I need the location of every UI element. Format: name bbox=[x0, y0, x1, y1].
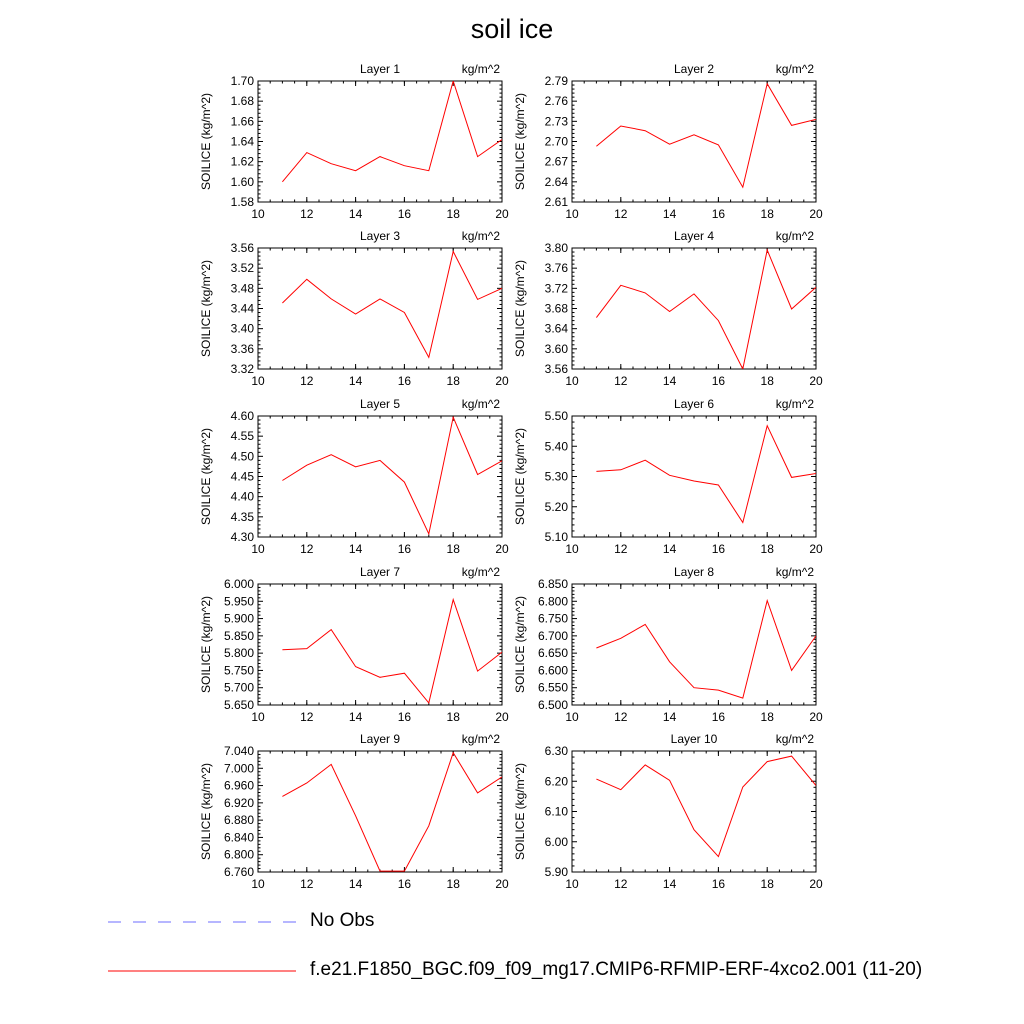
plot-frame bbox=[572, 416, 816, 537]
x-tick-label: 12 bbox=[614, 374, 628, 388]
y-tick-label: 5.650 bbox=[223, 698, 254, 712]
x-tick-label: 18 bbox=[760, 542, 774, 556]
x-tick-label: 12 bbox=[300, 374, 314, 388]
legend-label-model: f.e21.F1850_BGC.f09_f09_mg17.CMIP6-RFMIP-ERF-4xco2.001 (11-20) bbox=[310, 959, 923, 980]
y-tick-label: 6.920 bbox=[223, 795, 254, 810]
y-tick-label: 5.30 bbox=[544, 469, 568, 484]
panel-layer-1 bbox=[199, 62, 509, 221]
x-tick-label: 12 bbox=[300, 207, 314, 221]
x-tick-label: 12 bbox=[300, 877, 314, 891]
y-tick-label: 5.850 bbox=[223, 628, 254, 643]
plot-frame bbox=[258, 416, 502, 537]
y-tick-label: 1.68 bbox=[230, 94, 254, 109]
y-tick-label: 6.30 bbox=[544, 744, 568, 758]
plot-frame bbox=[258, 584, 502, 705]
y-tick-label: 3.60 bbox=[544, 341, 568, 356]
legend-swatch-solid bbox=[108, 961, 308, 981]
y-tick-label: 4.40 bbox=[230, 489, 254, 504]
y-tick-label: 5.10 bbox=[544, 530, 568, 544]
panel-units: kg/m^2 bbox=[461, 565, 500, 579]
x-tick-label: 20 bbox=[495, 207, 509, 221]
y-tick-label: 5.700 bbox=[223, 680, 254, 695]
panel-units: kg/m^2 bbox=[461, 62, 500, 76]
series-line bbox=[596, 426, 816, 523]
panel-units: kg/m^2 bbox=[461, 732, 500, 746]
x-tick-label: 10 bbox=[565, 710, 579, 724]
x-tick-label: 12 bbox=[614, 877, 628, 891]
x-tick-label: 16 bbox=[397, 542, 412, 556]
legend-label-obs: No Obs bbox=[310, 910, 375, 931]
y-axis-label: SOILICE (kg/m^2) bbox=[513, 763, 527, 860]
x-tick-label: 12 bbox=[300, 710, 314, 724]
y-tick-label: 5.50 bbox=[544, 409, 568, 423]
y-tick-label: 5.20 bbox=[544, 499, 568, 514]
y-tick-label: 6.000 bbox=[223, 577, 254, 591]
y-tick-label: 6.960 bbox=[223, 778, 254, 793]
y-tick-label: 3.32 bbox=[230, 362, 254, 376]
plot-frame bbox=[258, 248, 502, 369]
x-tick-label: 18 bbox=[446, 207, 460, 221]
y-tick-label: 3.44 bbox=[230, 301, 254, 316]
x-tick-label: 18 bbox=[446, 877, 460, 891]
panel-layer-7 bbox=[199, 565, 509, 724]
y-tick-label: 3.56 bbox=[230, 241, 254, 255]
y-tick-label: 1.66 bbox=[230, 114, 254, 129]
y-tick-label: 6.10 bbox=[544, 804, 568, 819]
plot-frame bbox=[572, 81, 816, 202]
x-tick-label: 12 bbox=[614, 542, 628, 556]
y-tick-label: 2.64 bbox=[544, 174, 568, 189]
y-tick-label: 5.800 bbox=[223, 646, 254, 661]
panel-layer-3 bbox=[199, 229, 509, 388]
legend-item-obs bbox=[108, 912, 308, 932]
y-tick-label: 6.800 bbox=[537, 594, 568, 609]
y-tick-label: 5.90 bbox=[544, 865, 568, 879]
y-tick-label: 2.67 bbox=[544, 154, 568, 169]
x-tick-label: 16 bbox=[711, 542, 726, 556]
x-tick-label: 16 bbox=[711, 374, 726, 388]
y-tick-label: 3.64 bbox=[544, 321, 568, 336]
panel-layer-10 bbox=[513, 732, 823, 891]
panel-layer-6 bbox=[513, 397, 823, 556]
y-tick-label: 6.850 bbox=[537, 577, 568, 591]
x-tick-label: 18 bbox=[446, 374, 460, 388]
x-tick-label: 18 bbox=[760, 207, 774, 221]
y-tick-label: 3.52 bbox=[230, 261, 254, 276]
x-tick-label: 14 bbox=[662, 877, 677, 891]
x-tick-label: 20 bbox=[495, 374, 509, 388]
figure-title: soil ice bbox=[470, 14, 554, 44]
panel-layer-5 bbox=[199, 397, 509, 556]
y-tick-label: 2.76 bbox=[544, 94, 568, 109]
y-tick-label: 4.50 bbox=[230, 449, 254, 464]
y-tick-label: 6.650 bbox=[537, 646, 568, 661]
y-tick-label: 3.80 bbox=[544, 241, 568, 255]
x-tick-label: 16 bbox=[397, 710, 412, 724]
series-line bbox=[282, 81, 502, 182]
x-tick-label: 14 bbox=[348, 207, 363, 221]
series-line bbox=[282, 252, 502, 358]
series-line bbox=[596, 84, 816, 188]
series-line bbox=[282, 753, 502, 871]
y-axis-label: SOILICE (kg/m^2) bbox=[199, 428, 213, 525]
panel-title: Layer 9 bbox=[359, 732, 401, 746]
x-tick-label: 20 bbox=[495, 710, 509, 724]
legend-item-model bbox=[108, 961, 308, 981]
y-tick-label: 5.40 bbox=[544, 439, 568, 454]
panel-title: Layer 10 bbox=[670, 732, 718, 746]
series-line bbox=[282, 600, 502, 703]
x-tick-label: 20 bbox=[809, 542, 823, 556]
x-tick-label: 14 bbox=[348, 877, 363, 891]
y-tick-label: 7.040 bbox=[223, 744, 254, 758]
y-tick-label: 6.00 bbox=[544, 834, 568, 849]
y-tick-label: 7.000 bbox=[223, 761, 254, 776]
panel-units: kg/m^2 bbox=[775, 397, 814, 411]
y-axis-label: SOILICE (kg/m^2) bbox=[199, 596, 213, 693]
x-tick-label: 16 bbox=[397, 207, 412, 221]
y-tick-label: 6.550 bbox=[537, 680, 568, 695]
y-tick-label: 1.62 bbox=[230, 154, 254, 169]
y-tick-label: 4.60 bbox=[230, 409, 254, 423]
y-tick-label: 3.72 bbox=[544, 281, 568, 296]
x-tick-label: 20 bbox=[809, 207, 823, 221]
x-tick-label: 16 bbox=[711, 877, 726, 891]
y-tick-label: 1.58 bbox=[230, 195, 254, 209]
series-line bbox=[596, 756, 816, 857]
panel-layer-8 bbox=[513, 565, 823, 724]
x-tick-label: 10 bbox=[251, 877, 265, 891]
panel-title: Layer 2 bbox=[673, 62, 715, 76]
y-tick-label: 3.48 bbox=[230, 281, 254, 296]
y-tick-label: 3.68 bbox=[544, 301, 568, 316]
x-tick-label: 14 bbox=[662, 374, 677, 388]
y-tick-label: 4.30 bbox=[230, 530, 254, 544]
x-tick-label: 10 bbox=[565, 374, 579, 388]
plot-frame bbox=[572, 248, 816, 369]
x-tick-label: 20 bbox=[809, 877, 823, 891]
y-axis-label: SOILICE (kg/m^2) bbox=[513, 596, 527, 693]
y-tick-label: 3.36 bbox=[230, 341, 254, 356]
x-tick-label: 14 bbox=[348, 542, 363, 556]
y-tick-label: 6.600 bbox=[537, 663, 568, 678]
x-tick-label: 16 bbox=[711, 710, 726, 724]
x-tick-label: 10 bbox=[565, 542, 579, 556]
x-tick-label: 10 bbox=[565, 207, 579, 221]
panel-units: kg/m^2 bbox=[461, 397, 500, 411]
y-tick-label: 3.76 bbox=[544, 261, 568, 276]
y-axis-label: SOILICE (kg/m^2) bbox=[199, 93, 213, 190]
series-line bbox=[596, 601, 816, 699]
y-axis-label: SOILICE (kg/m^2) bbox=[513, 93, 527, 190]
y-tick-label: 6.880 bbox=[223, 813, 254, 828]
x-tick-label: 14 bbox=[348, 374, 363, 388]
y-tick-label: 6.760 bbox=[223, 865, 254, 879]
y-tick-label: 6.800 bbox=[223, 847, 254, 862]
panel-title: Layer 5 bbox=[359, 397, 401, 411]
panel-units: kg/m^2 bbox=[775, 732, 814, 746]
panel-title: Layer 3 bbox=[359, 229, 401, 243]
x-tick-label: 12 bbox=[300, 542, 314, 556]
panel-layer-9 bbox=[199, 732, 509, 891]
x-tick-label: 18 bbox=[446, 710, 460, 724]
y-tick-label: 2.61 bbox=[544, 195, 568, 209]
y-tick-label: 5.900 bbox=[223, 611, 254, 626]
y-tick-label: 6.750 bbox=[537, 611, 568, 626]
y-tick-label: 1.70 bbox=[230, 74, 254, 88]
x-tick-label: 10 bbox=[251, 710, 265, 724]
x-tick-label: 10 bbox=[251, 207, 265, 221]
panel-units: kg/m^2 bbox=[461, 229, 500, 243]
y-tick-label: 6.500 bbox=[537, 698, 568, 712]
y-tick-label: 3.56 bbox=[544, 362, 568, 376]
x-tick-label: 14 bbox=[348, 710, 363, 724]
legend-swatch-dashed bbox=[108, 912, 308, 932]
x-tick-label: 18 bbox=[760, 877, 774, 891]
y-tick-label: 5.950 bbox=[223, 594, 254, 609]
x-tick-label: 20 bbox=[495, 542, 509, 556]
panel-title: Layer 1 bbox=[359, 62, 401, 76]
panel-layer-4 bbox=[513, 229, 823, 388]
panel-title: Layer 8 bbox=[673, 565, 715, 579]
y-axis-label: SOILICE (kg/m^2) bbox=[199, 763, 213, 860]
y-tick-label: 4.55 bbox=[230, 429, 254, 444]
panel-units: kg/m^2 bbox=[775, 229, 814, 243]
x-tick-label: 20 bbox=[809, 710, 823, 724]
y-tick-label: 5.750 bbox=[223, 663, 254, 678]
panel-title: Layer 6 bbox=[673, 397, 715, 411]
x-tick-label: 12 bbox=[614, 207, 628, 221]
panel-layer-2 bbox=[513, 62, 823, 221]
panel-title: Layer 4 bbox=[673, 229, 715, 243]
x-tick-label: 14 bbox=[662, 710, 677, 724]
x-tick-label: 20 bbox=[809, 374, 823, 388]
plot-frame bbox=[258, 81, 502, 202]
x-tick-label: 16 bbox=[397, 877, 412, 891]
y-tick-label: 2.79 bbox=[544, 74, 568, 88]
plot-frame bbox=[572, 584, 816, 705]
plot-frame bbox=[572, 751, 816, 872]
y-tick-label: 1.64 bbox=[230, 134, 254, 149]
panel-units: kg/m^2 bbox=[775, 565, 814, 579]
y-axis-label: SOILICE (kg/m^2) bbox=[513, 260, 527, 357]
y-axis-label: SOILICE (kg/m^2) bbox=[199, 260, 213, 357]
panel-title: Layer 7 bbox=[359, 565, 401, 579]
y-tick-label: 6.20 bbox=[544, 774, 568, 789]
x-tick-label: 12 bbox=[614, 710, 628, 724]
x-tick-label: 18 bbox=[446, 542, 460, 556]
y-tick-label: 2.73 bbox=[544, 114, 568, 129]
y-tick-label: 6.700 bbox=[537, 628, 568, 643]
x-tick-label: 14 bbox=[662, 542, 677, 556]
y-tick-label: 6.840 bbox=[223, 830, 254, 845]
x-tick-label: 10 bbox=[565, 877, 579, 891]
y-tick-label: 1.60 bbox=[230, 174, 254, 189]
x-tick-label: 14 bbox=[662, 207, 677, 221]
x-tick-label: 10 bbox=[251, 374, 265, 388]
x-tick-label: 20 bbox=[495, 877, 509, 891]
x-tick-label: 18 bbox=[760, 710, 774, 724]
y-tick-label: 2.70 bbox=[544, 134, 568, 149]
panel-units: kg/m^2 bbox=[775, 62, 814, 76]
x-tick-label: 16 bbox=[711, 207, 726, 221]
y-tick-label: 3.40 bbox=[230, 321, 254, 336]
y-axis-label: SOILICE (kg/m^2) bbox=[513, 428, 527, 525]
x-tick-label: 16 bbox=[397, 374, 412, 388]
x-tick-label: 10 bbox=[251, 542, 265, 556]
x-tick-label: 18 bbox=[760, 374, 774, 388]
series-line bbox=[282, 417, 502, 534]
plot-frame bbox=[258, 751, 502, 872]
y-tick-label: 4.45 bbox=[230, 469, 254, 484]
y-tick-label: 4.35 bbox=[230, 509, 254, 524]
series-line bbox=[596, 250, 816, 369]
